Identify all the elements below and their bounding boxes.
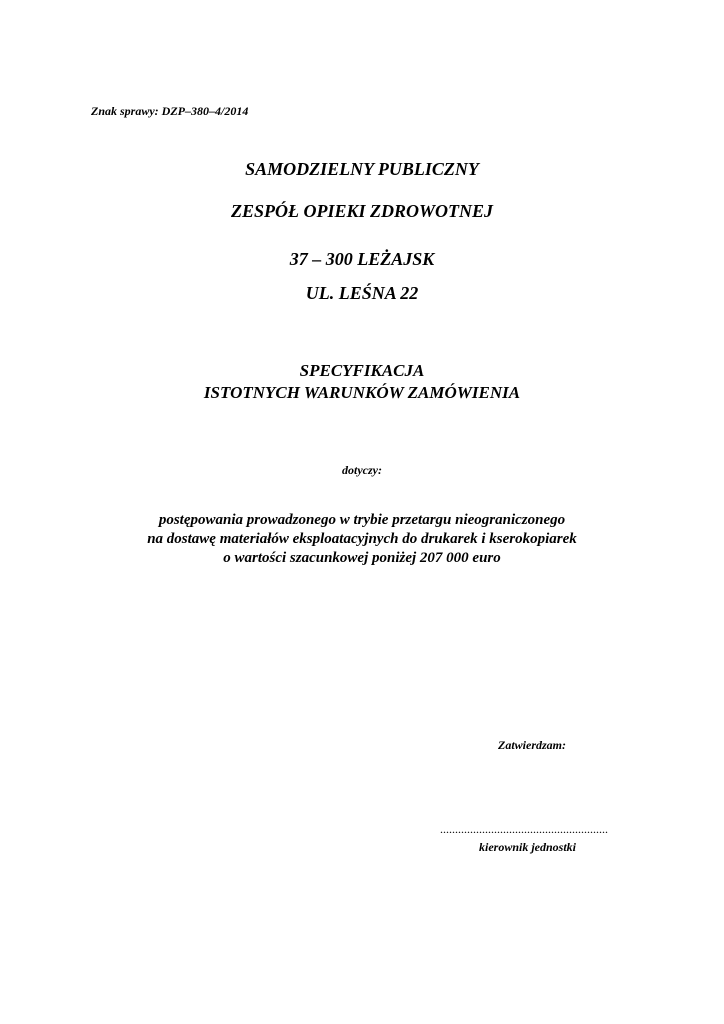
approval-label: Zatwierdzam: — [498, 738, 566, 752]
institution-line-2: ZESPÓŁ OPIEKI ZDROWOTNEJ — [230, 201, 494, 221]
signature-caption: kierownik jednostki — [479, 840, 577, 854]
institution-line-4: UL. LEŚNA 22 — [305, 283, 419, 303]
concerns-label: dotyczy: — [342, 463, 382, 477]
signature-line: ........................................................ — [440, 822, 608, 836]
description-line-3: o wartości szacunkowej poniżej 207 000 euro — [223, 550, 501, 566]
title-line-1: SPECYFIKACJA — [299, 361, 425, 380]
description-line-2: na dostawę materiałów eksploatacyjnych do drukarek i kserokopiarek — [147, 531, 577, 547]
case-reference: Znak sprawy: DZP–380–4/2014 — [91, 104, 249, 118]
institution-line-3: 37 – 300 LEŻAJSK — [289, 249, 435, 269]
title-line-2: ISTOTNYCH WARUNKÓW ZAMÓWIENIA — [203, 383, 521, 402]
description-line-1: postępowania prowadzonego w trybie przetargu nieograniczonego — [158, 512, 566, 528]
institution-line-1: SAMODZIELNY PUBLICZNY — [245, 159, 479, 179]
